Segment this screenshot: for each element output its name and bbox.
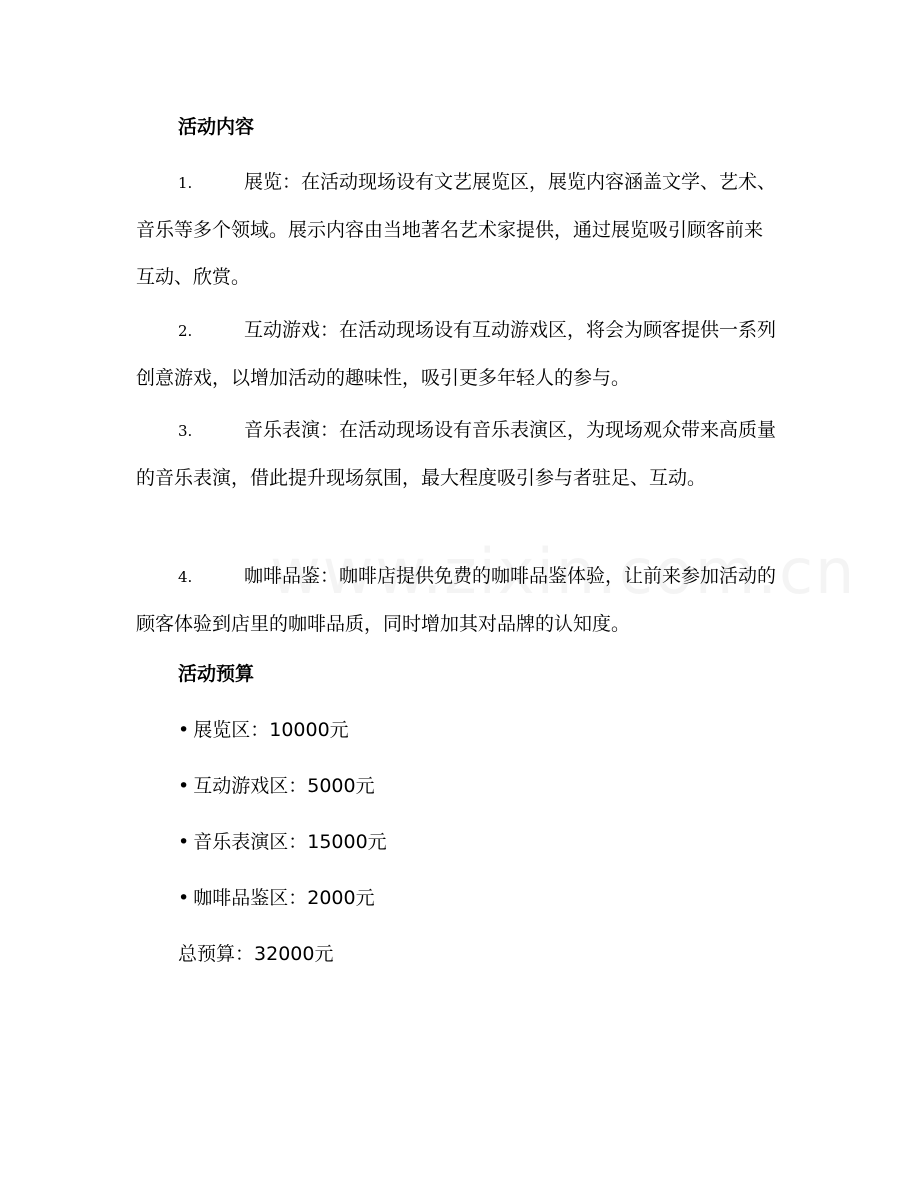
budget-item [178,718,349,742]
budget-label: 音乐表演区： [193,831,308,853]
content-item-2 [136,307,776,402]
item-number: 3. [178,422,193,440]
content-item-3 [136,407,776,502]
content-item-4 [136,553,776,648]
bullet-icon: • [178,831,190,853]
bullet-icon: • [178,719,190,741]
item-number: 2. [178,322,193,340]
budget-value: 2000元 [307,887,375,909]
bullet-icon: • [178,887,190,909]
budget-value: 15000元 [307,831,387,853]
item-text: 音乐表演：在活动现场设有音乐表演区，为现场观众带来高质量的音乐表演，借此提升现场氛围，最大程度吸引参与者驻足、互动。 [136,419,777,489]
item-text: 咖啡品鉴：咖啡店提供免费的咖啡品鉴体验，让前来参加活动的顾客体验到店里的咖啡品质，同时增加其对品牌的认知度。 [136,565,777,635]
budget-value: 5000元 [307,775,375,797]
budget-total [178,942,333,966]
item-number: 1. [178,174,193,192]
content-item-1 [136,159,776,301]
section-heading-content: 活动内容 [178,116,255,138]
budget-label: 展览区： [193,719,270,741]
item-text: 展览：在活动现场设有文艺展览区，展览内容涵盖文学、艺术、音乐等多个领域。展示内容由当地著名艺术家提供，通过展览吸引顾客前来互动、欣赏。 [136,171,777,288]
budget-label: 咖啡品鉴区： [193,887,308,909]
total-label: 总预算： [178,943,255,965]
item-number: 4. [178,568,193,586]
budget-item [178,774,375,798]
total-value: 32000元 [254,943,334,965]
bullet-icon: • [178,775,190,797]
budget-item [178,830,387,854]
budget-item [178,886,375,910]
section-heading-budget: 活动预算 [178,663,255,685]
item-text: 互动游戏：在活动现场设有互动游戏区，将会为顾客提供一系列创意游戏，以增加活动的趣味性，吸引更多年轻人的参与。 [136,319,777,389]
budget-value: 10000元 [269,719,349,741]
budget-label: 互动游戏区： [193,775,308,797]
